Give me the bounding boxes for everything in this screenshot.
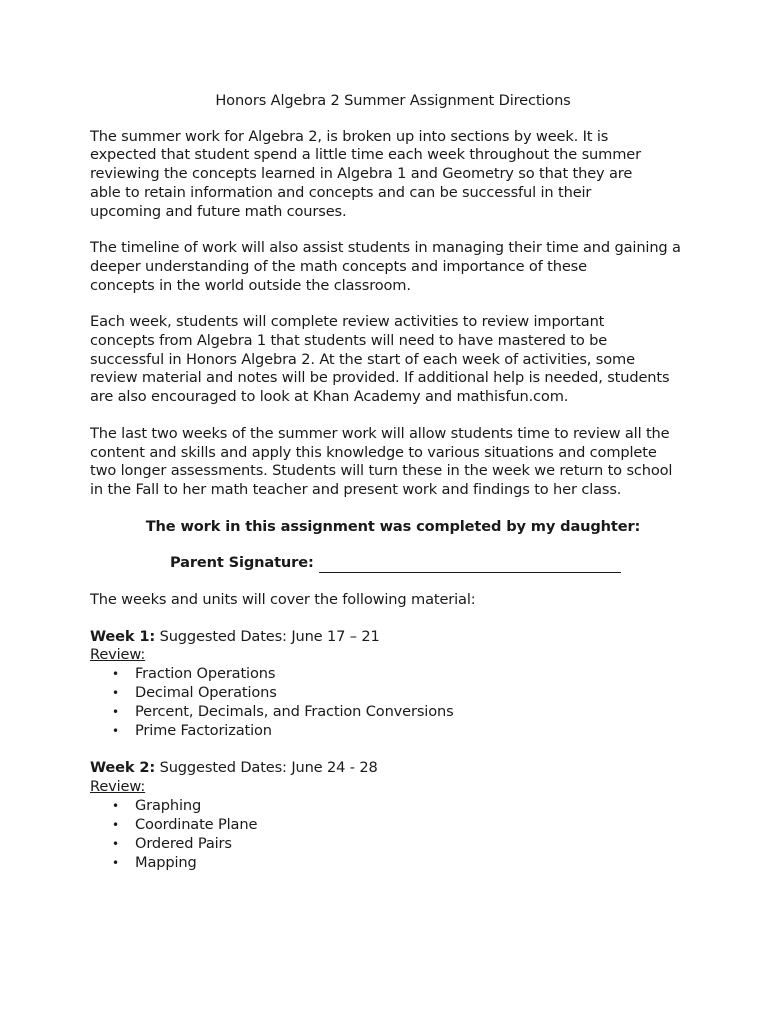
weeks-intro: The weeks and units will cover the following material: xyxy=(90,591,476,609)
list-item xyxy=(90,854,690,873)
topic-text: Prime Factorization xyxy=(135,722,272,740)
topic-text: Decimal Operations xyxy=(135,684,277,702)
topic-text: Ordered Pairs xyxy=(135,834,232,852)
week-1-dates: Suggested Dates: June 17 – 21 xyxy=(155,627,380,645)
bullet-icon: • xyxy=(112,686,119,701)
week-1-heading xyxy=(90,628,690,647)
bullet-icon: • xyxy=(112,836,119,851)
week-1-section xyxy=(90,628,690,741)
week-2-topic-list xyxy=(90,797,690,873)
topic-text: Fraction Operations xyxy=(135,665,276,683)
bullet-icon: • xyxy=(112,705,119,720)
bullet-icon: • xyxy=(112,817,119,832)
week-2-dates: Suggested Dates: June 24 - 28 xyxy=(155,759,378,777)
bullet-icon: • xyxy=(112,724,119,739)
parent-signature-row xyxy=(90,554,690,573)
topic-text: Graphing xyxy=(135,796,202,814)
list-item xyxy=(90,665,690,684)
week-1-label: Week 1: xyxy=(90,627,156,645)
bullet-icon: • xyxy=(112,855,119,870)
topic-text: Percent, Decimals, and Fraction Conversions xyxy=(135,703,454,721)
bullet-icon: • xyxy=(112,798,119,813)
week-2-section xyxy=(90,759,690,872)
intro-paragraph: The summer work for Algebra 2, is broken up into sections by week. It is expected that student spend a little time each week throughout the summer reviewing the concepts learned in Algebra 1 and Geometry so that they are able to retain information and concepts and can be successful in their upcoming and future math courses. xyxy=(90,127,641,220)
bullet-icon: • xyxy=(112,667,119,682)
list-item xyxy=(90,684,690,703)
topic-text: Coordinate Plane xyxy=(135,815,258,833)
week-1-review-label: Review: xyxy=(90,646,146,664)
week-1-topic-list xyxy=(90,665,690,741)
week-2-label: Week 2: xyxy=(90,759,156,777)
timeline-paragraph: The timeline of work will also assist students in managing their time and gaining a deeper understanding of the math concepts and importance of these concepts in the world outside the classroom. xyxy=(90,239,681,294)
document-title: Honors Algebra 2 Summer Assignment Directions xyxy=(215,92,571,109)
week-2-heading xyxy=(90,759,690,778)
week-2-review-label: Review: xyxy=(90,777,146,795)
list-item xyxy=(90,835,690,854)
document-page xyxy=(90,92,690,891)
parent-signature-line xyxy=(319,557,621,573)
parent-signature-label: Parent Signature: xyxy=(170,554,314,572)
list-item xyxy=(90,722,690,741)
final-weeks-paragraph: The last two weeks of the summer work will allow students time to review all the content and skills and apply this knowledge to various situations and complete two longer assessments. Students will turn these in the week we return to school in the Fall to her math teacher and present work and findings to her class. xyxy=(90,424,673,498)
topic-text: Mapping xyxy=(135,853,197,871)
completion-statement: The work in this assignment was completed by my daughter: xyxy=(145,517,641,535)
list-item xyxy=(90,816,690,835)
list-item xyxy=(90,797,690,816)
list-item xyxy=(90,703,690,722)
weekly-review-paragraph: Each week, students will complete review activities to review important concepts from Algebra 1 that students will need to have mastered to be successful in Honors Algebra 2. At the start of each week of activities, some review material and notes will be provided. If additional help is needed, students are also encouraged to look at Khan Academy and mathisfun.com. xyxy=(90,313,670,406)
